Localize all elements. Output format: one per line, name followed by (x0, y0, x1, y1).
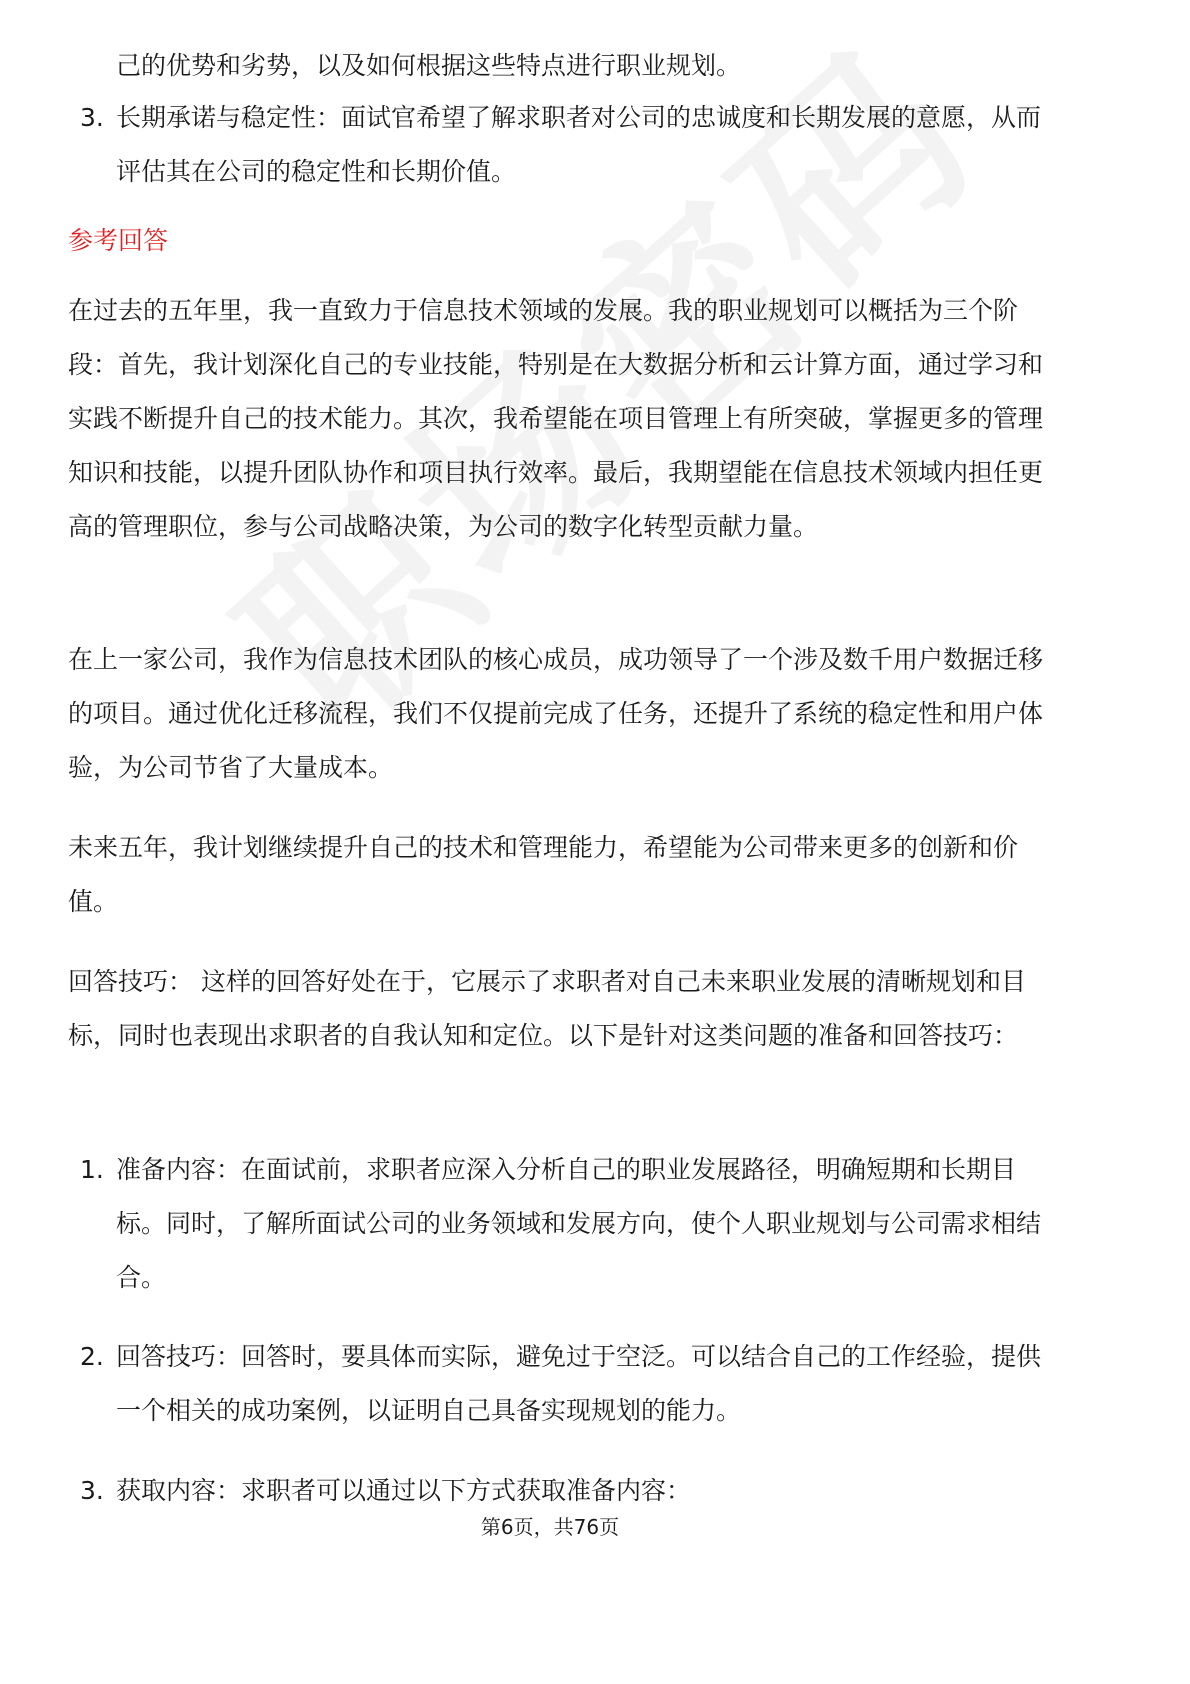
continuation-line: 己的优势和劣势，以及如何根据这些特点进行职业规划。 (116, 51, 742, 80)
list-item (68, 1330, 1043, 1438)
list-number: 1. (80, 1155, 104, 1184)
list-text: 回答技巧：回答时，要具体而实际，避免过于空泛。可以结合自己的工作经验，提供一个相关的成功案例，以证明自己具备实现规划的能力。 (116, 1342, 1042, 1425)
list-text: 长期承诺与稳定性：面试官希望了解求职者对公司的忠诚度和长期发展的意愿，从而评估其在公司的稳定性和长期价值。 (116, 103, 1042, 186)
paragraph: 在上一家公司，我作为信息技术团队的核心成员，成功领导了一个涉及数千用户数据迁移的项目。通过优化迁移流程，我们不仅提前完成了任务，还提升了系统的稳定性和用户体验，为公司节省了大量成本。 (68, 645, 1044, 782)
paragraph: 未来五年，我计划继续提升自己的技术和管理能力，希望能为公司带来更多的创新和价值。 (68, 833, 1019, 916)
section-heading: 参考回答 (68, 226, 169, 255)
list-number: 3. (80, 103, 104, 132)
page-number: 第6页，共76页 (480, 1515, 620, 1539)
list-text: 准备内容：在面试前，求职者应深入分析自己的职业发展路径，明确短期和长期目标。同时，了解所面试公司的业务领域和发展方向，使个人职业规划与公司需求相结合。 (116, 1155, 1042, 1292)
paragraph: 在过去的五年里，我一直致力于信息技术领域的发展。我的职业规划可以概括为三个阶段：首先，我计划深化自己的专业技能，特别是在大数据分析和云计算方面，通过学习和实践不断提升自己的技术能力。其次，我希望能在项目管理上有所突破，掌握更多的管理知识和技能，以提升团队协作和项目执行效率。最后，我期望能在信息技术领域内担任更高的管理职位，参与公司战略决策，为公司的数字化转型贡献力量。 (68, 296, 1044, 541)
list-text: 获取内容：求职者可以通过以下方式获取准备内容： (116, 1476, 692, 1505)
list-item (68, 1464, 1043, 1518)
list-item (68, 1143, 1043, 1305)
list-number: 3. (80, 1476, 104, 1505)
list-item (68, 91, 1043, 199)
list-number: 2. (80, 1342, 104, 1371)
paragraph: 回答技巧： 这样的回答好处在于，它展示了求职者对自己未来职业发展的清晰规划和目标，同时也表现出求职者的自我认知和定位。以下是针对这类问题的准备和回答技巧： (68, 967, 1026, 1050)
